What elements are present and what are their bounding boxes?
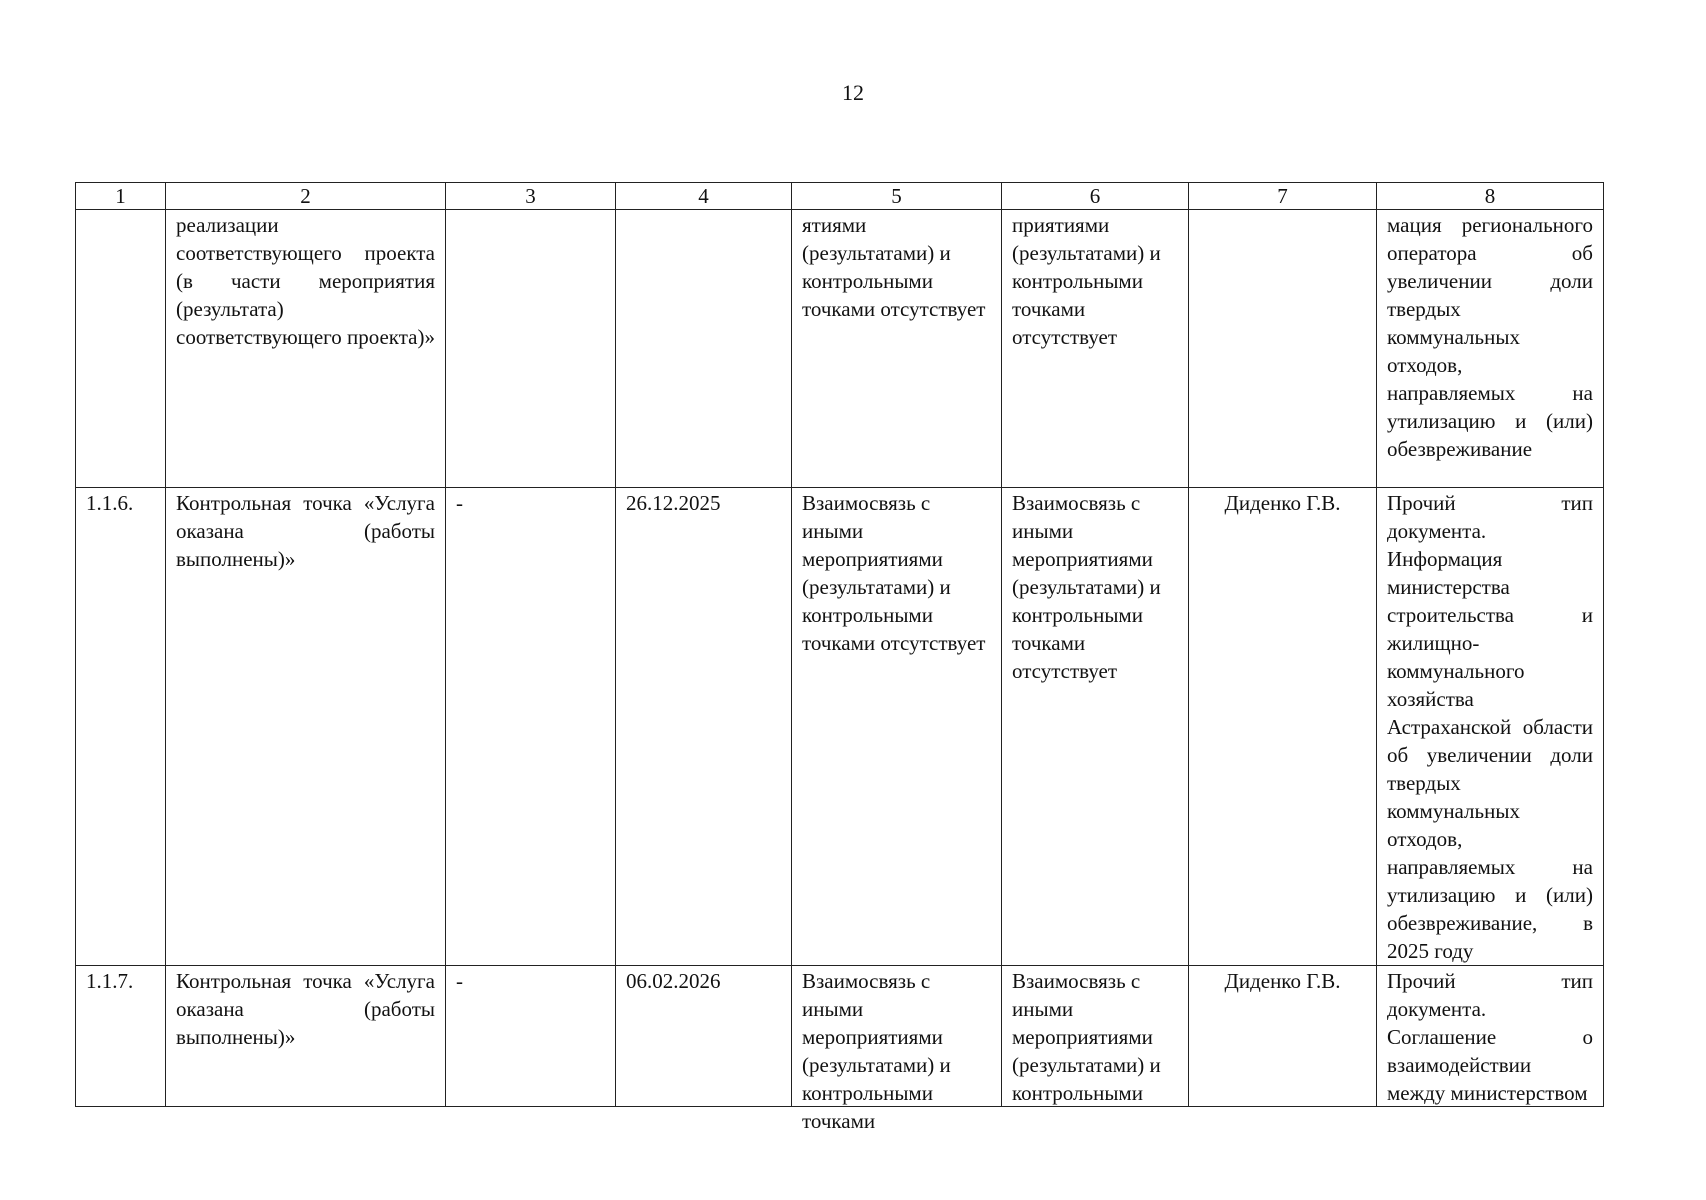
row-col5 [792,966,1002,1133]
row-responsible: Диденко Г.В. [1189,488,1377,966]
page-number: 12 [842,80,864,105]
row-number: 1.1.7. [76,966,166,1107]
column-header: 6 [1002,183,1189,210]
row-date: 06.02.2026 [616,966,792,1107]
row-document: мация регионального оператора об увеличении доли твердых коммунальных отходов, направляемых на утилизацию и (или) обезвреживание [1377,210,1604,488]
column-header: 4 [616,183,792,210]
row-date: 26.12.2025 [616,488,792,966]
column-header: 3 [446,183,616,210]
table-row [76,488,1604,966]
column-header: 8 [1377,183,1604,210]
row-document [1377,966,1604,1107]
row-document: Прочий тип документа. Информация министерства строительства и жилищно-коммунального хозяйства Астраханской области об увеличении доли твердых коммунальных отходов, направляемых на утилизацию и (или) обезвреживание, в 2025 году [1377,488,1604,966]
row-name: Контрольная точка «Услуга оказана (работы выполнены)» [166,966,446,1107]
row-col6 [1002,966,1189,1107]
column-header: 7 [1189,183,1377,210]
table-row [76,210,1604,488]
table-row [76,966,1604,1107]
column-header: 1 [76,183,166,210]
table-header-row [76,183,1604,210]
row-date [616,210,792,488]
row-col3: - [446,966,616,1107]
row-col5: Взаимосвязь с иными мероприятиями (результатами) и контрольными точками отсутствует [792,488,1002,966]
row-name: Контрольная точка «Услуга оказана (работы выполнены)» [166,488,446,966]
plan-table [75,182,1604,1133]
row-number [76,210,166,488]
row-col3: - [446,488,616,966]
row-document-text: Прочий тип документа. Соглашение о взаимодействии между министерством [1387,969,1593,1105]
row-col6-text: Взаимосвязь с иными мероприятиями (результатами) и контрольными [1012,969,1161,1105]
row-col5: ятиями (результатами) и контрольными точками отсутствует [792,210,1002,488]
row-responsible [1189,210,1377,488]
row-col6: приятиями (результатами) и контрольными точками отсутствует [1002,210,1189,488]
row-responsible: Диденко Г.В. [1189,966,1377,1107]
row-col3 [446,210,616,488]
row-name: реализации соответствующего проекта (в части мероприятия (результата) соответствующего проекта)» [166,210,446,488]
row-col5-text: Взаимосвязь с иными мероприятиями (результатами) и контрольными точками [802,969,951,1133]
row-number: 1.1.6. [76,488,166,966]
column-header: 5 [792,183,1002,210]
column-header: 2 [166,183,446,210]
row-col6: Взаимосвязь с иными мероприятиями (результатами) и контрольными точками отсутствует [1002,488,1189,966]
